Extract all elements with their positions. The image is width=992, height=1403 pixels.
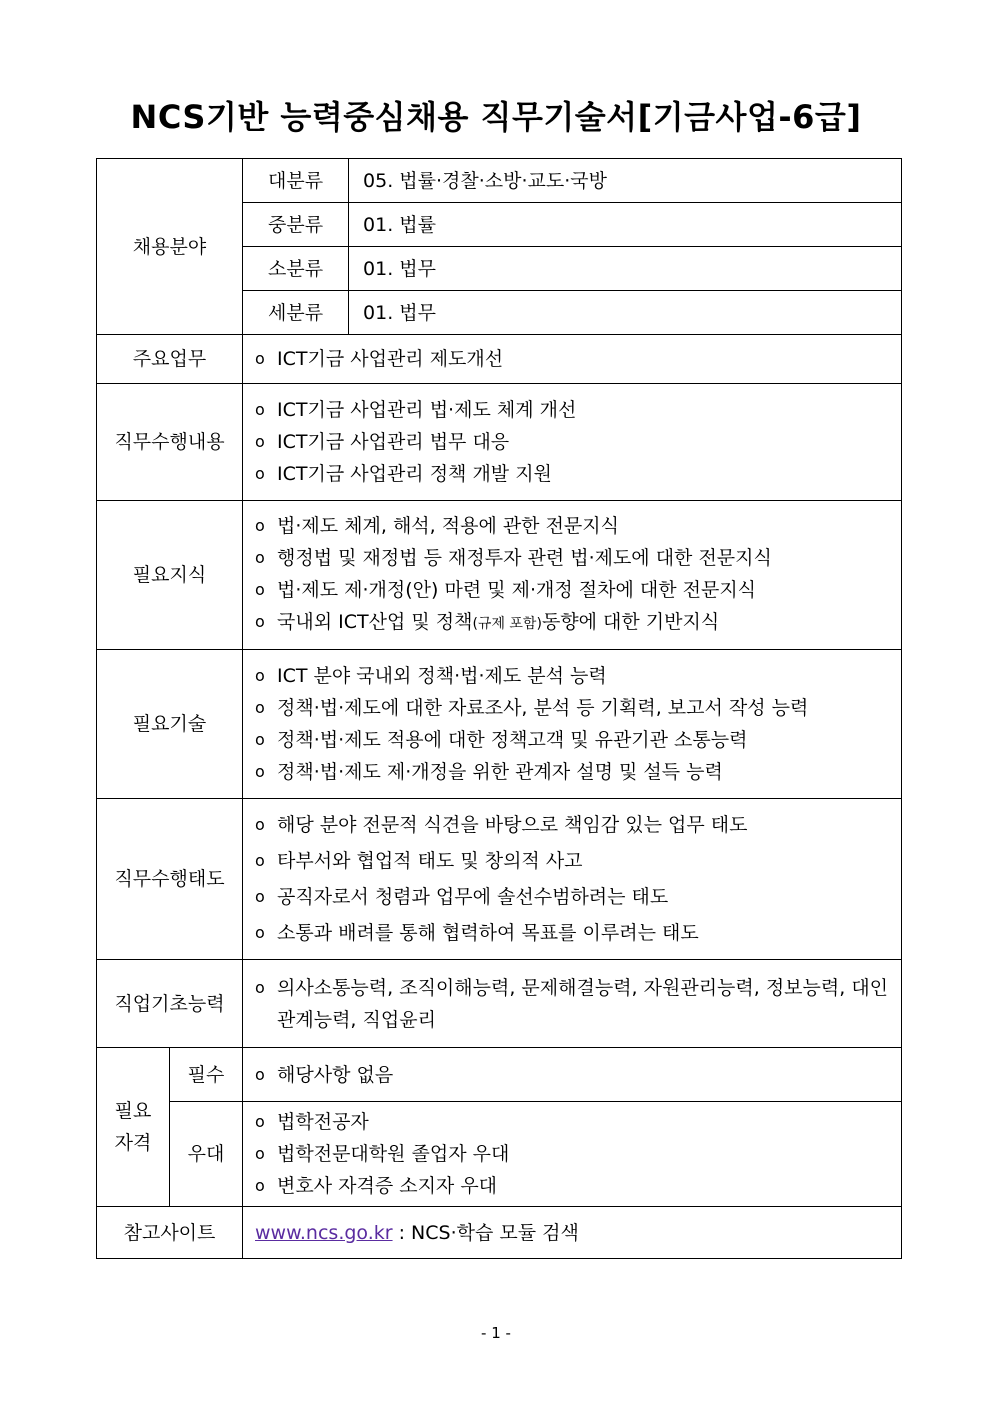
- basic-ability-list: [243, 960, 902, 1048]
- class-value: 01. 법무: [349, 247, 902, 291]
- required-label: 필수: [170, 1048, 243, 1102]
- list-item: o 해당 분야 전문적 식견을 바탕으로 책임감 있는 업무 태도: [255, 807, 893, 843]
- class-name: 소분류: [243, 247, 349, 291]
- duty-content-list: [243, 384, 902, 501]
- list-item: o 법학전공자: [255, 1106, 893, 1138]
- list-item: o 정책·법·제도 적용에 대한 정책고객 및 유관기관 소통능력: [255, 724, 893, 756]
- knowledge-list: [243, 501, 902, 650]
- bullet-icon: o: [255, 666, 265, 685]
- list-item: o 법학전문대학원 졸업자 우대: [255, 1138, 893, 1170]
- bullet-icon: o: [255, 762, 265, 781]
- list-item: o ICT기금 사업관리 정책 개발 지원: [255, 458, 893, 490]
- bullet-icon: o: [255, 815, 265, 834]
- skills-row: [97, 650, 902, 799]
- reference-content: [243, 1207, 902, 1259]
- ncs-site-link[interactable]: www.ncs.go.kr: [255, 1221, 393, 1244]
- bullet-icon: o: [255, 730, 265, 749]
- bullet-icon: o: [255, 548, 265, 567]
- list-item: o ICT기금 사업관리 제도개선: [255, 343, 893, 375]
- reference-separator: :: [392, 1221, 412, 1244]
- list-item: o 행정법 및 재정법 등 재정투자 관련 법·제도에 대한 전문지식: [255, 542, 893, 574]
- preferred-list: [243, 1102, 902, 1207]
- list-item: o 변호사 자격증 소지자 우대: [255, 1170, 893, 1202]
- list-item: o 정책·법·제도 제·개정을 위한 관계자 설명 및 설득 능력: [255, 756, 893, 788]
- class-name: 세분류: [243, 291, 349, 335]
- class-name: 대분류: [243, 159, 349, 203]
- required-list: [243, 1048, 902, 1102]
- list-item: o ICT기금 사업관리 법무 대응: [255, 426, 893, 458]
- class-value: 05. 법률·경찰·소방·교도·국방: [349, 159, 902, 203]
- list-item: o 타부서와 협업적 태도 및 창의적 사고: [255, 843, 893, 879]
- qualification-label: 필요 자격: [97, 1048, 170, 1207]
- main-duty-row: [97, 335, 902, 384]
- knowledge-label: 필요지식: [97, 501, 243, 650]
- bullet-icon: o: [255, 1064, 265, 1084]
- duty-content-row: [97, 384, 902, 501]
- attitude-label: 직무수행태도: [97, 799, 243, 960]
- bullet-icon: o: [255, 432, 265, 451]
- class-value: 01. 법무: [349, 291, 902, 335]
- list-item: o 소통과 배려를 통해 협력하여 목표를 이루려는 태도: [255, 915, 893, 951]
- list-item: o 의사소통능력, 조직이해능력, 문제해결능력, 자원관리능력, 정보능력, 대인관계능력, 직업윤리: [255, 972, 893, 1036]
- basic-ability-row: [97, 960, 902, 1048]
- page-number: - 1 -: [481, 1324, 511, 1342]
- skills-list: [243, 650, 902, 799]
- attitude-list: [243, 799, 902, 960]
- list-item: o 법·제도 제·개정(안) 마련 및 제·개정 절차에 대한 전문지식: [255, 574, 893, 606]
- reference-description: NCS·학습 모듈 검색: [411, 1221, 579, 1244]
- bullet-icon: o: [255, 1112, 265, 1131]
- preferred-label: 우대: [170, 1102, 243, 1207]
- bullet-icon: o: [255, 516, 265, 535]
- bullet-icon: o: [255, 349, 265, 368]
- list-item: o ICT 분야 국내외 정책·법·제도 분석 능력: [255, 660, 893, 692]
- list-item: o 해당사항 없음: [255, 1059, 893, 1091]
- recruit-field-label: 채용분야: [97, 159, 243, 335]
- skills-label: 필요기술: [97, 650, 243, 799]
- main-duty-label: 주요업무: [97, 335, 243, 384]
- list-item: o 공직자로서 청렴과 업무에 솔선수범하려는 태도: [255, 879, 893, 915]
- reference-label: 참고사이트: [97, 1207, 243, 1259]
- qualification-preferred-row: [97, 1102, 902, 1207]
- class-name: 중분류: [243, 203, 349, 247]
- list-item: o 국내외 ICT산업 및 정책(규제 포함)동향에 대한 기반지식: [255, 606, 893, 640]
- bullet-icon: o: [255, 580, 265, 599]
- job-description-table: [96, 158, 902, 1259]
- bullet-icon: o: [255, 464, 265, 483]
- bullet-icon: o: [255, 887, 265, 906]
- list-item: o 정책·법·제도에 대한 자료조사, 분석 등 기획력, 보고서 작성 능력: [255, 692, 893, 724]
- bullet-icon: o: [255, 612, 265, 631]
- duty-content-label: 직무수행내용: [97, 384, 243, 501]
- page-title: NCS기반 능력중심채용 직무기술서[기금사업-6급]: [130, 98, 862, 136]
- main-duty-content: [243, 335, 902, 384]
- list-item: o 법·제도 체계, 해석, 적용에 관한 전문지식: [255, 510, 893, 542]
- bullet-icon: o: [255, 698, 265, 717]
- knowledge-row: [97, 501, 902, 650]
- basic-ability-label: 직업기초능력: [97, 960, 243, 1048]
- list-item: o ICT기금 사업관리 법·제도 체계 개선: [255, 394, 893, 426]
- attitude-row: [97, 799, 902, 960]
- bullet-icon: o: [255, 400, 265, 419]
- bullet-icon: o: [255, 851, 265, 870]
- bullet-icon: o: [255, 1144, 265, 1163]
- bullet-icon: o: [255, 923, 265, 942]
- bullet-icon: o: [255, 977, 265, 997]
- qualification-required-row: [97, 1048, 902, 1102]
- recruit-row-major: [97, 159, 902, 203]
- class-value: 01. 법률: [349, 203, 902, 247]
- reference-row: [97, 1207, 902, 1259]
- bullet-icon: o: [255, 1176, 265, 1195]
